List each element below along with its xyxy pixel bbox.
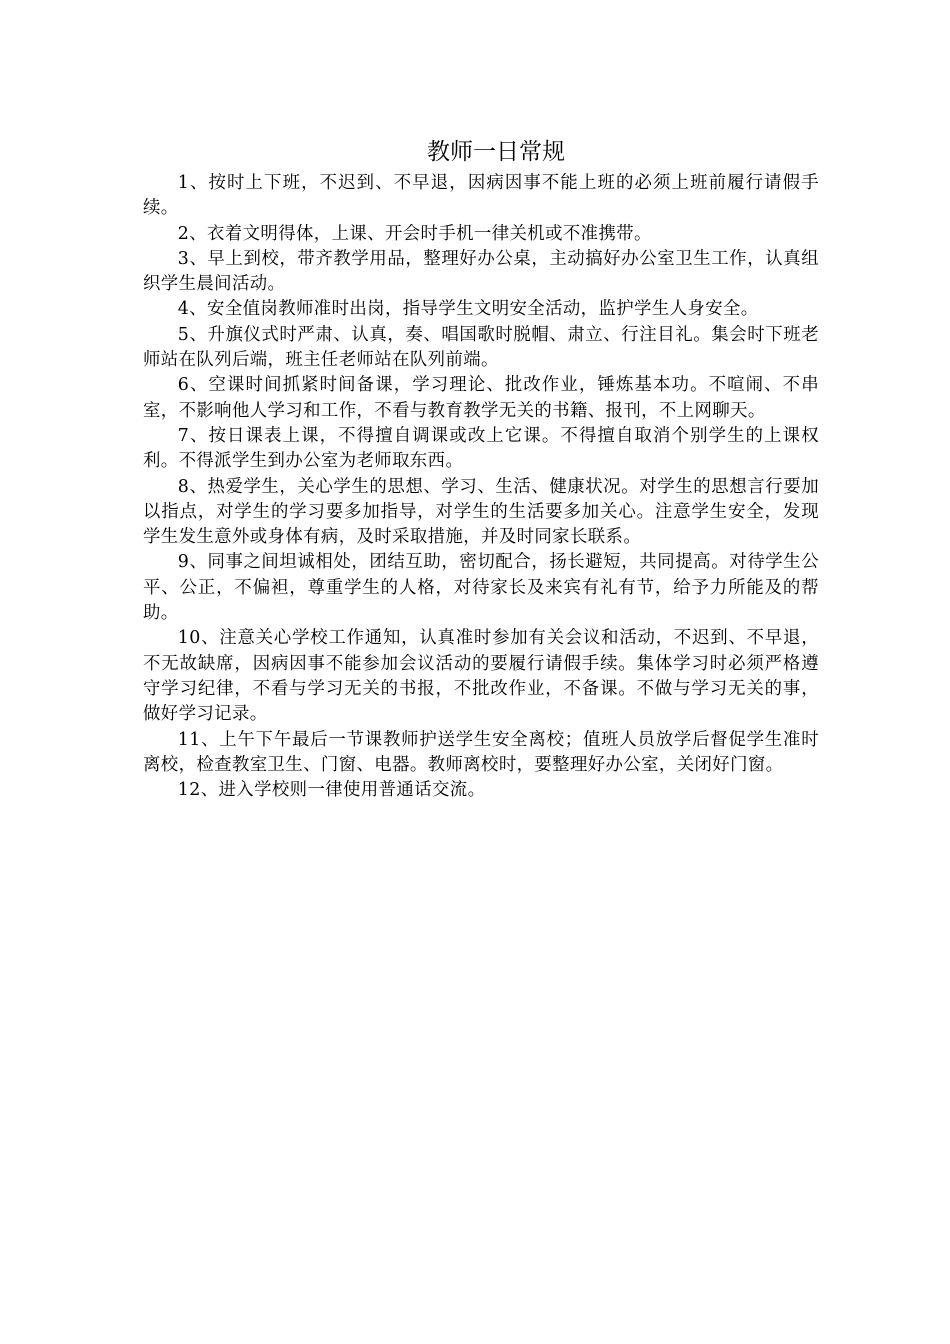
rule-item-8: 8、热爱学生，关心学生的思想、学习、生活、健康状况。对学生的思想言行要加以指点，对学生的学习要多加指导，对学生的生活要多加关心。注意学生安全，发现学生发生意外或身体有病，及时采取措施，并及时同家长联系。 [143, 476, 819, 548]
rule-item-12: 12、进入学校则一律使用普通话交流。 [177, 780, 486, 801]
rule-item-1: 1、按时上下班，不迟到、不早退，因病因事不能上班的必须上班前履行请假手续。 [143, 173, 819, 219]
rule-item-6: 6、空课时间抓紧时间备课，学习理论、批改作业，锤炼基本功。不喧闹、不串室，不影响他人学习和工作，不看与教育教学无关的书籍、报刊，不上网聊天。 [143, 375, 819, 421]
rule-item-2: 2、衣着文明得体，上课、开会时手机一律关机或不准携带。 [177, 223, 652, 244]
rule-item-5: 5、升旗仪式时严肃、认真，奏、唱国歌时脱帽、肃立、行注目礼。集会时下班老师站在队列后端，班主任老师站在队列前端。 [143, 324, 819, 371]
rule-item-9: 9、同事之间坦诚相处，团结互助，密切配合，扬长避短，共同提高。对待学生公平、公正，不偏袒，尊重学生的人格，对待家长及来宾有礼有节，给予力所能及的帮助。 [143, 552, 819, 624]
rule-item-10: 10、注意关心学校工作通知，认真准时参加有关会议和活动，不迟到、不早退，不无故缺席，因病因事不能参加会议活动的要履行请假手续。集体学习时必须严格遵守学习纪律，不看与学习无关的书报，不批改作业，不备课。不做与学习无关的事，做好学习记录。 [143, 628, 819, 725]
rule-item-7: 7、按日课表上课，不得擅自调课或改上它课。不得擅自取消个别学生的上课权利。不得派学生到办公室为老师取东西。 [143, 425, 819, 472]
rule-list [143, 171, 819, 803]
document-page [143, 135, 819, 803]
rule-item-4: 4、安全值岗教师准时出岗，指导学生文明安全活动，监护学生人身安全。 [177, 299, 759, 320]
document-title: 教师一日常规 [427, 139, 565, 165]
rule-item-11: 11、上午下午最后一节课教师护送学生安全离校；值班人员放学后督促学生准时离校，检查教室卫生、门窗、电器。教师离校时，要整理好办公室，关闭好门窗。 [143, 729, 819, 775]
rule-item-3: 3、早上到校，带齐教学用品，整理好办公桌，主动搞好办公室卫生工作，认真组织学生晨间活动。 [143, 248, 819, 295]
